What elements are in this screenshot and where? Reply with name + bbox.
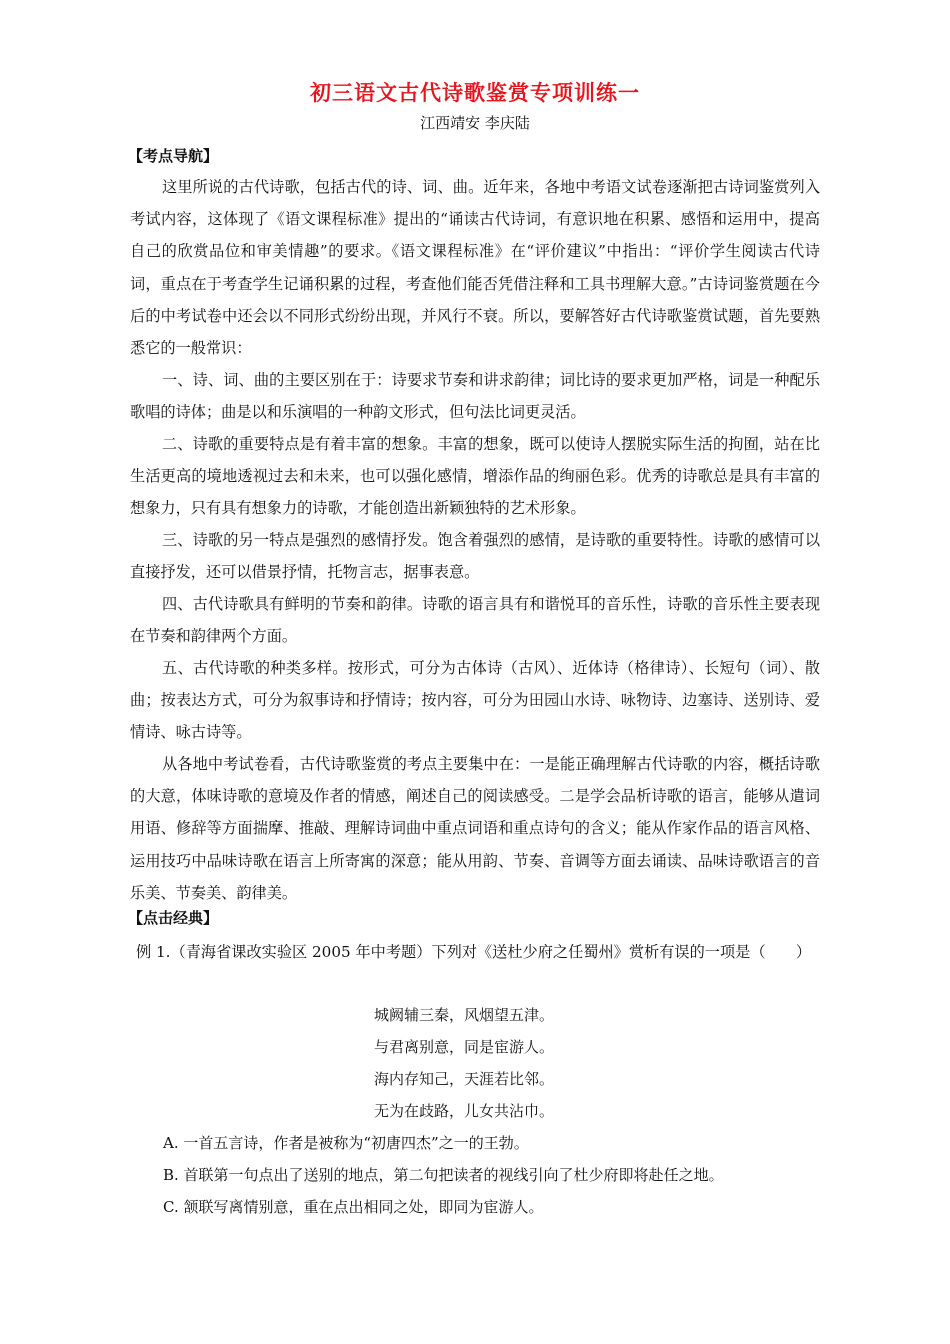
option-a: A. 一首五言诗，作者是被称为“初唐四杰”之一的王勃。 xyxy=(163,1134,529,1152)
paragraph-point-2: 二、诗歌的重要特点是有着丰富的想象。丰富的想象，既可以使诗人摆脱实际生活的拘囿，站在比生活更高的境地透视过去和未来，也可以强化感情，增添作品的绚丽色彩。优秀的诗歌总是具有丰富的想象力，只有具有想象力的诗歌，才能创造出新颖独特的艺术形象。 xyxy=(130,435,820,518)
section-heading-guide: 【考点导航】 xyxy=(128,147,219,165)
paragraph-point-3: 三、诗歌的另一特点是强烈的感情抒发。饱含着强烈的感情，是诗歌的重要特性。诗歌的感情可以直接抒发，还可以借景抒情，托物言志，据事表意。 xyxy=(130,531,820,582)
poem-line: 无为在歧路，儿女共沾巾。 xyxy=(374,1102,555,1120)
poem-line: 海内存知己，天涯若比邻。 xyxy=(374,1070,555,1088)
paragraph-point-5: 五、古代诗歌的种类多样。按形式，可分为古体诗（古风）、近体诗（格律诗）、长短句（词）、散曲；按表达方式，可分为叙事诗和抒情诗；按内容，可分为田园山水诗、咏物诗、边塞诗、送别诗、爱情诗、咏古诗等。 xyxy=(130,659,820,742)
option-b: B. 首联第一句点出了送别的地点，第二句把读者的视线引向了杜少府即将赴任之地。 xyxy=(163,1166,724,1184)
page-title: 初三语文古代诗歌鉴赏专项训练一 xyxy=(310,80,640,105)
example-question: 例 1.（青海省课改实验区 2005 年中考题）下列对《送杜少府之任蜀州》赏析有误的一项是（ ） xyxy=(136,943,812,961)
poem-line: 与君离别意，同是宦游人。 xyxy=(374,1038,555,1056)
section-heading-examples: 【点击经典】 xyxy=(128,909,219,927)
paragraph-point-4: 四、古代诗歌具有鲜明的节奏和韵律。诗歌的语言具有和谐悦耳的音乐性，诗歌的音乐性主要表现在节奏和韵律两个方面。 xyxy=(130,595,820,646)
paragraph-intro: 这里所说的古代诗歌，包括古代的诗、词、曲。近年来，各地中考语文试卷逐渐把古诗词鉴赏列入考试内容，这体现了《语文课程标准》提出的“诵读古代诗词，有意识地在积累、感悟和运用中，提高自己的欣赏品位和审美情趣”的要求。《语文课程标准》在“评价建议”中指出：“评价学生阅读古代诗词，重点在于考查学生记诵积累的过程，考查他们能否凭借注释和工具书理解大意。”古诗词鉴赏题在今后的中考试卷中还会以不同形式纷纷出现，并风行不衰。所以，要解答好古代诗歌鉴赏试题，首先要熟悉它的一般常识： xyxy=(130,178,820,358)
author-line: 江西靖安 李庆陆 xyxy=(420,114,530,132)
paragraph-exam-focus: 从各地中考试卷看，古代诗歌鉴赏的考点主要集中在：一是能正确理解古代诗歌的内容，概括诗歌的大意，体味诗歌的意境及作者的情感，阐述自己的阅读感受。二是学会品析诗歌的语言，能够从遣词用语、修辞等方面揣摩、推敲、理解诗词曲中重点词语和重点诗句的含义；能从作家作品的语言风格、运用技巧中品味诗歌在语言上所寄寓的深意；能从用韵、节奏、音调等方面去诵读、品味诗歌语言的音乐美、节奏美、韵律美。 xyxy=(130,755,820,902)
paragraph-point-1: 一、诗、词、曲的主要区别在于：诗要求节奏和讲求韵律；词比诗的要求更加严格，词是一种配乐歌唱的诗体；曲是以和乐演唱的一种韵文形式，但句法比词更灵活。 xyxy=(130,371,820,422)
poem-line: 城阙辅三秦，风烟望五津。 xyxy=(374,1006,555,1024)
option-c: C. 颔联写离情别意，重在点出相同之处，即同为宦游人。 xyxy=(163,1198,544,1216)
